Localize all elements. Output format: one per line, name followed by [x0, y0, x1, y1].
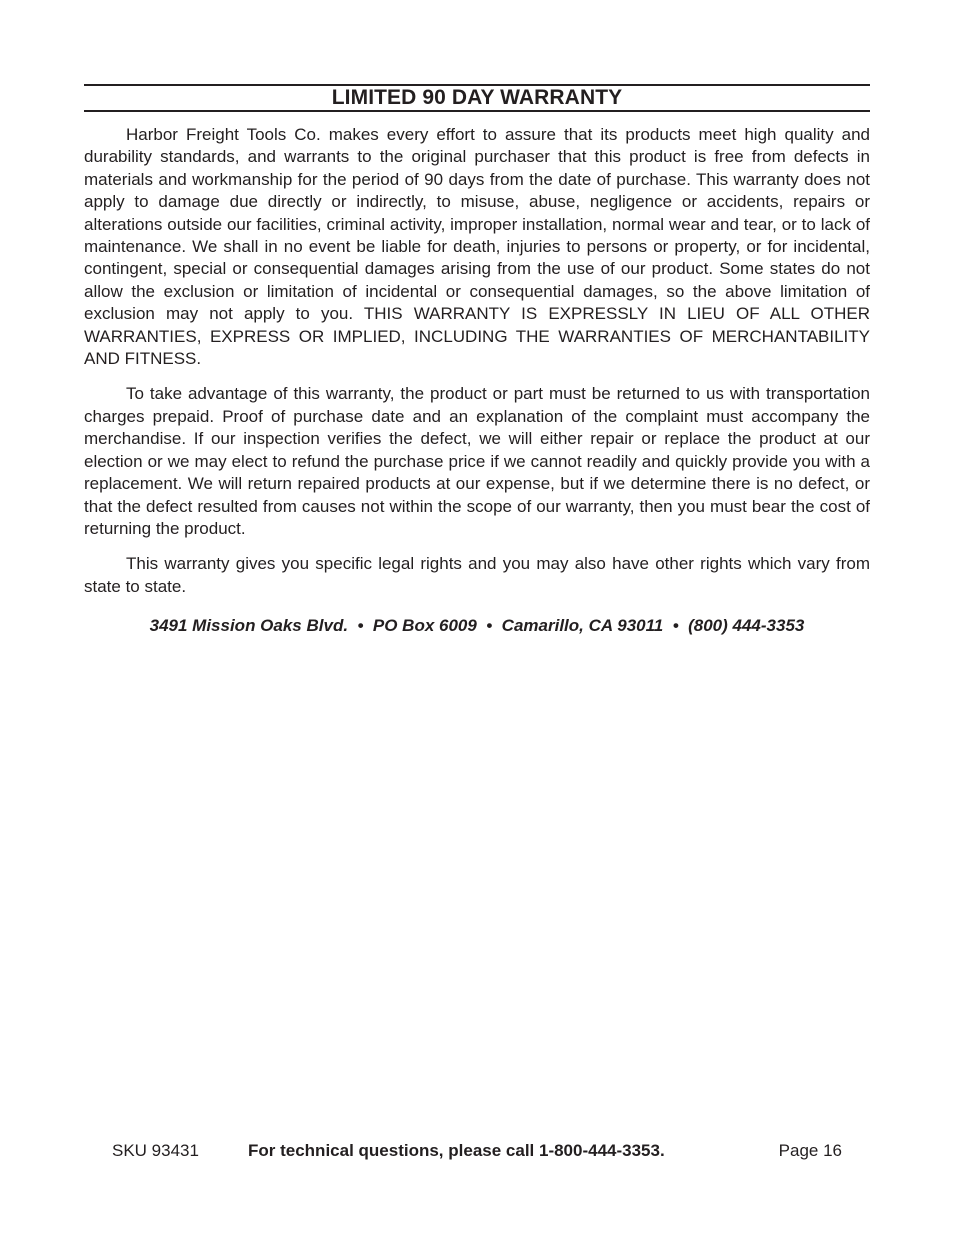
footer-tech-support: For technical questions, please call 1-800-444-3353.: [248, 1141, 665, 1160]
page-footer: [0, 1139, 954, 1163]
footer-page-number: Page 16: [778, 1141, 842, 1160]
warranty-body: [84, 124, 870, 611]
page-title: LIMITED 90 DAY WARRANTY: [331, 86, 623, 109]
warranty-paragraph-1: Harbor Freight Tools Co. makes every effort to assure that its products meet high quality and durability standards, and warrants to the original purchaser that this product is free from defects in materials and workmanship for the period of 90 days from the date of purchase. This warranty does not apply to damage due directly or indirectly, to misuse, abuse, negligence or accidents, repairs or alterations outside our facilities, criminal activity, improper installation, normal wear and tear, or to lack of maintenance. We shall in no event be liable for death, injuries to persons or property, or for incidental, contingent, special or consequential damages arising from the use of our product. Some states do not allow the exclusion or limitation of incidental or consequential damages, so the above limitation of exclusion may not apply to you. THIS WARRANTY IS EXPRESSLY IN LIEU OF ALL OTHER WARRANTIES, EXPRESS OR IMPLIED, INCLUDING THE WARRANTIES OF MERCHANTABILITY AND FITNESS.: [84, 125, 870, 369]
footer-sku: SKU 93431: [112, 1141, 199, 1160]
warranty-paragraph-2: To take advantage of this warranty, the product or part must be returned to us with transportation charges prepaid. Proof of purchase date and an explanation of the complaint must accompany the merchandise. If our inspection verifies the defect, we will either repair or replace the product at our election or we may elect to refund the purchase price if we cannot readily and quickly provide you with a replacement. We will return repaired products at our expense, but if we determine there is no defect, or that the defect resulted from causes not within the scope of our warranty, then you must bear the cost of returning the product.: [84, 384, 870, 538]
warranty-paragraph-3: This warranty gives you specific legal rights and you may also have other rights which vary from state to state.: [84, 554, 870, 596]
company-address: 3491 Mission Oaks Blvd. • PO Box 6009 • Camarillo, CA 93011 • (800) 444-3353: [149, 616, 805, 635]
title-rule-box: [84, 84, 870, 112]
